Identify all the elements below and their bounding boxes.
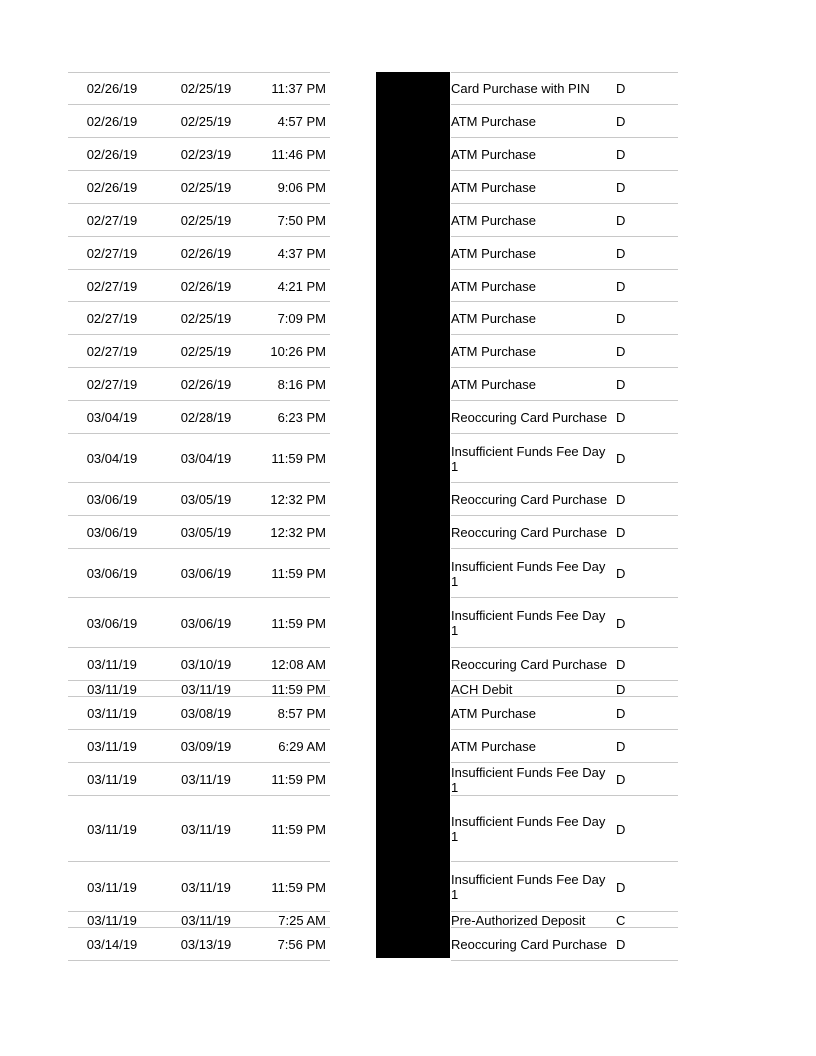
post-date-cell: 02/26/19 <box>86 114 138 129</box>
transaction-date-cell: 03/04/19 <box>180 451 232 466</box>
table-row <box>68 368 678 401</box>
description-cell: ATM Purchase <box>451 246 537 261</box>
post-date-cell: 03/11/19 <box>87 681 137 697</box>
description-cell: Insufficient Funds Fee Day 1 <box>451 608 606 638</box>
transaction-date-cell: 02/26/19 <box>180 377 232 392</box>
post-date-cell: 02/26/19 <box>86 180 138 195</box>
description-cell: ATM Purchase <box>451 706 537 721</box>
table-row <box>68 401 678 434</box>
time-cell: 7:50 PM <box>277 213 326 228</box>
description-cell: Insufficient Funds Fee Day 1 <box>451 764 606 795</box>
time-cell: 4:37 PM <box>277 246 326 261</box>
table-row <box>68 697 678 730</box>
post-date-cell: 02/27/19 <box>86 311 138 326</box>
time-cell: 11:59 PM <box>271 615 326 631</box>
debit-credit-cell: D <box>616 81 626 96</box>
debit-credit-cell: D <box>616 114 626 129</box>
debit-credit-cell: D <box>616 937 626 952</box>
time-cell: 9:06 PM <box>277 180 326 195</box>
transaction-date-cell: 02/28/19 <box>180 410 232 425</box>
debit-credit-cell: D <box>616 821 626 837</box>
table-row <box>68 270 678 302</box>
transaction-date-cell: 03/06/19 <box>180 566 232 581</box>
table-row <box>68 302 678 335</box>
time-cell: 11:59 PM <box>271 451 326 466</box>
debit-credit-cell: D <box>616 492 626 507</box>
post-date-cell: 02/26/19 <box>86 147 138 162</box>
post-date-cell: 02/27/19 <box>86 278 138 294</box>
table-row <box>68 516 678 549</box>
table-row <box>68 237 678 270</box>
description-cell: Insufficient Funds Fee Day 1 <box>451 814 606 844</box>
time-cell: 11:59 PM <box>271 879 326 895</box>
redaction-bar <box>376 72 450 958</box>
description-cell: Reoccuring Card Purchase <box>451 657 608 672</box>
description-cell: ATM Purchase <box>451 344 537 359</box>
transaction-date-cell: 03/08/19 <box>180 706 232 721</box>
debit-credit-cell: D <box>616 525 626 540</box>
description-cell: Reoccuring Card Purchase <box>451 410 608 425</box>
post-date-cell: 03/11/19 <box>87 772 137 787</box>
debit-credit-cell: D <box>616 278 626 294</box>
time-cell: 12:32 PM <box>270 492 326 507</box>
table-row <box>68 549 678 598</box>
time-cell: 11:59 PM <box>271 681 326 697</box>
description-cell: ATM Purchase <box>451 377 537 392</box>
table-row <box>68 483 678 516</box>
post-date-cell: 02/27/19 <box>86 344 138 359</box>
debit-credit-cell: D <box>616 180 626 195</box>
post-date-cell: 03/14/19 <box>86 937 138 952</box>
table-row <box>68 928 678 961</box>
description-cell: Insufficient Funds Fee Day 1 <box>451 558 606 589</box>
transaction-date-cell: 02/25/19 <box>180 114 232 129</box>
transaction-date-cell: 03/11/19 <box>181 681 231 697</box>
table-row <box>68 105 678 138</box>
post-date-cell: 03/06/19 <box>86 566 138 581</box>
transaction-date-cell: 03/05/19 <box>180 492 232 507</box>
table-row <box>68 912 678 928</box>
debit-credit-cell: D <box>616 566 626 581</box>
time-cell: 12:32 PM <box>270 525 326 540</box>
debit-credit-cell: D <box>616 681 626 697</box>
description-cell: Insufficient Funds Fee Day 1 <box>451 443 606 474</box>
debit-credit-cell: D <box>616 706 626 721</box>
time-cell: 7:25 AM <box>278 912 326 928</box>
transaction-date-cell: 02/25/19 <box>180 311 232 326</box>
row-rule-right <box>451 960 678 961</box>
debit-credit-cell: D <box>616 410 626 425</box>
table-row <box>68 648 678 681</box>
description-cell: ACH Debit <box>451 681 513 697</box>
debit-credit-cell: D <box>616 377 626 392</box>
post-date-cell: 03/06/19 <box>86 492 138 507</box>
post-date-cell: 03/11/19 <box>87 821 137 837</box>
post-date-cell: 03/06/19 <box>86 615 138 631</box>
description-cell: Card Purchase with PIN <box>451 81 590 96</box>
table-row <box>68 598 678 648</box>
table-row <box>68 335 678 368</box>
description-cell: Reoccuring Card Purchase <box>451 492 608 507</box>
table-row <box>68 796 678 862</box>
post-date-cell: 03/04/19 <box>86 410 138 425</box>
transaction-date-cell: 02/23/19 <box>180 147 232 162</box>
table-row <box>68 763 678 796</box>
debit-credit-cell: D <box>616 657 626 672</box>
table-row <box>68 171 678 204</box>
debit-credit-cell: D <box>616 451 626 466</box>
transaction-date-cell: 03/11/19 <box>181 821 231 837</box>
debit-credit-cell: D <box>616 213 626 228</box>
post-date-cell: 02/27/19 <box>86 377 138 392</box>
description-cell: ATM Purchase <box>451 180 537 195</box>
time-cell: 11:59 PM <box>271 772 326 787</box>
transaction-date-cell: 03/11/19 <box>181 879 231 895</box>
transaction-date-cell: 03/05/19 <box>180 525 232 540</box>
post-date-cell: 03/11/19 <box>87 739 137 754</box>
transaction-date-cell: 02/26/19 <box>180 278 232 294</box>
transaction-date-cell: 02/25/19 <box>180 180 232 195</box>
table-row <box>68 681 678 697</box>
debit-credit-cell: D <box>616 311 626 326</box>
post-date-cell: 03/11/19 <box>87 879 137 895</box>
transaction-date-cell: 03/11/19 <box>181 772 231 787</box>
table-row <box>68 204 678 237</box>
transaction-date-cell: 03/06/19 <box>180 615 232 631</box>
debit-credit-cell: C <box>616 912 626 928</box>
row-rule-left <box>68 960 330 961</box>
description-cell: ATM Purchase <box>451 114 537 129</box>
time-cell: 8:16 PM <box>277 377 326 392</box>
transaction-date-cell: 02/25/19 <box>180 81 232 96</box>
table-row <box>68 730 678 763</box>
post-date-cell: 03/04/19 <box>86 451 138 466</box>
debit-credit-cell: D <box>616 615 626 631</box>
transaction-date-cell: 03/09/19 <box>180 739 232 754</box>
time-cell: 7:09 PM <box>277 311 326 326</box>
description-cell: ATM Purchase <box>451 278 537 294</box>
debit-credit-cell: D <box>616 879 626 895</box>
description-cell: Pre-Authorized Deposit <box>451 912 586 928</box>
description-cell: ATM Purchase <box>451 147 537 162</box>
time-cell: 6:29 AM <box>278 739 326 754</box>
post-date-cell: 02/27/19 <box>86 213 138 228</box>
post-date-cell: 03/11/19 <box>87 706 137 721</box>
description-cell: ATM Purchase <box>451 213 537 228</box>
debit-credit-cell: D <box>616 344 626 359</box>
table-row <box>68 138 678 171</box>
transaction-table <box>68 72 678 961</box>
description-cell: Reoccuring Card Purchase <box>451 525 608 540</box>
table-row <box>68 72 678 105</box>
debit-credit-cell: D <box>616 246 626 261</box>
post-date-cell: 02/26/19 <box>86 81 138 96</box>
debit-credit-cell: D <box>616 147 626 162</box>
time-cell: 11:37 PM <box>271 81 326 96</box>
transaction-date-cell: 02/25/19 <box>180 213 232 228</box>
transaction-date-cell: 03/13/19 <box>180 937 232 952</box>
time-cell: 10:26 PM <box>270 344 326 359</box>
debit-credit-cell: D <box>616 772 626 787</box>
description-cell: Insufficient Funds Fee Day 1 <box>451 872 606 902</box>
transaction-date-cell: 03/10/19 <box>180 657 232 672</box>
post-date-cell: 03/06/19 <box>86 525 138 540</box>
time-cell: 11:46 PM <box>271 147 326 162</box>
description-cell: Reoccuring Card Purchase <box>451 937 608 952</box>
table-row <box>68 862 678 912</box>
post-date-cell: 03/11/19 <box>87 912 137 928</box>
post-date-cell: 02/27/19 <box>86 246 138 261</box>
post-date-cell: 03/11/19 <box>87 657 137 672</box>
time-cell: 11:59 PM <box>271 821 326 837</box>
transaction-date-cell: 03/11/19 <box>181 912 231 928</box>
time-cell: 7:56 PM <box>277 937 326 952</box>
debit-credit-cell: D <box>616 739 626 754</box>
description-cell: ATM Purchase <box>451 311 537 326</box>
description-cell: ATM Purchase <box>451 739 537 754</box>
transaction-date-cell: 02/25/19 <box>180 344 232 359</box>
table-row <box>68 434 678 483</box>
time-cell: 4:57 PM <box>277 114 326 129</box>
time-cell: 11:59 PM <box>271 566 326 581</box>
time-cell: 12:08 AM <box>271 657 326 672</box>
time-cell: 4:21 PM <box>277 278 326 294</box>
transaction-date-cell: 02/26/19 <box>180 246 232 261</box>
time-cell: 8:57 PM <box>277 706 326 721</box>
time-cell: 6:23 PM <box>277 410 326 425</box>
